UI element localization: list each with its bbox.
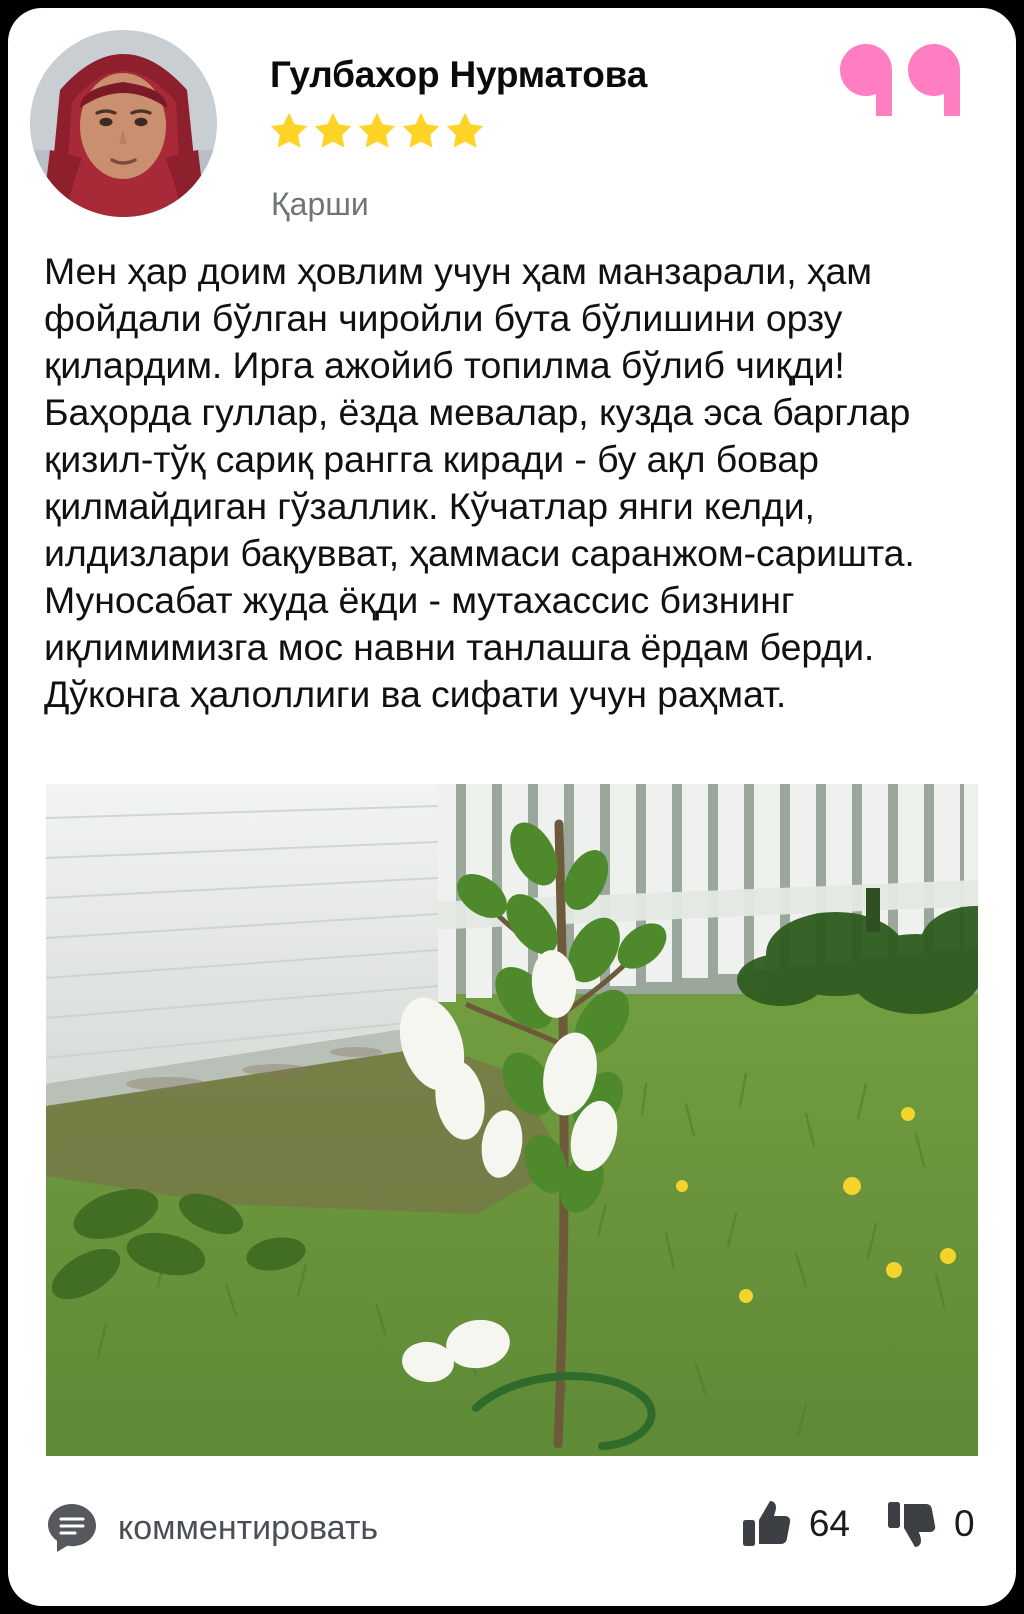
star-icon — [268, 110, 310, 152]
dislike-button[interactable] — [886, 1498, 980, 1550]
review-footer — [8, 1466, 1016, 1606]
dislike-count: 0 — [954, 1503, 975, 1544]
vote-controls — [741, 1498, 980, 1550]
comment-label: комментировать — [118, 1508, 379, 1547]
thumbs-up-icon — [741, 1498, 793, 1550]
review-card — [8, 8, 1016, 1606]
review-text: Мен ҳар доим ҳовлим учун ҳам манзарали, ҳам фойдали бўлган чиройли бута бўлишини орзу қилардим. Ирга ажойиб топилма бўлиб чиқди! Баҳорда гуллар, ёзда мевалар, кузда эса барглар қизил-тўқ сариқ рангга киради - бу ақл бовар қилмайдиган гўзаллик. Кўчатлар янги келди, илдизлари бақувват, ҳаммаси саранжом-саришта. Муносабат жуда ёқди - мутахассис бизнинг иқлимимизга мос навни танлашга ёрдам берди. Дўконга ҳалоллиги ва сифати учун раҳмат. — [44, 250, 915, 715]
like-count: 64 — [808, 1503, 850, 1544]
star-icon — [400, 110, 442, 152]
comment-button[interactable] — [44, 1500, 378, 1556]
review-header — [8, 8, 1016, 222]
star-icon — [312, 110, 354, 152]
avatar — [30, 30, 217, 217]
thumbs-down-icon — [886, 1498, 938, 1550]
star-icon — [444, 110, 486, 152]
like-button[interactable] — [741, 1498, 850, 1550]
review-photo[interactable] — [46, 784, 978, 1456]
author-name: Гулбахор Нурматова — [270, 54, 648, 95]
star-icon — [356, 110, 398, 152]
rating-stars — [268, 110, 486, 152]
author-city: Қарши — [271, 186, 369, 222]
comment-icon — [44, 1500, 100, 1556]
quote-icon — [840, 44, 960, 116]
